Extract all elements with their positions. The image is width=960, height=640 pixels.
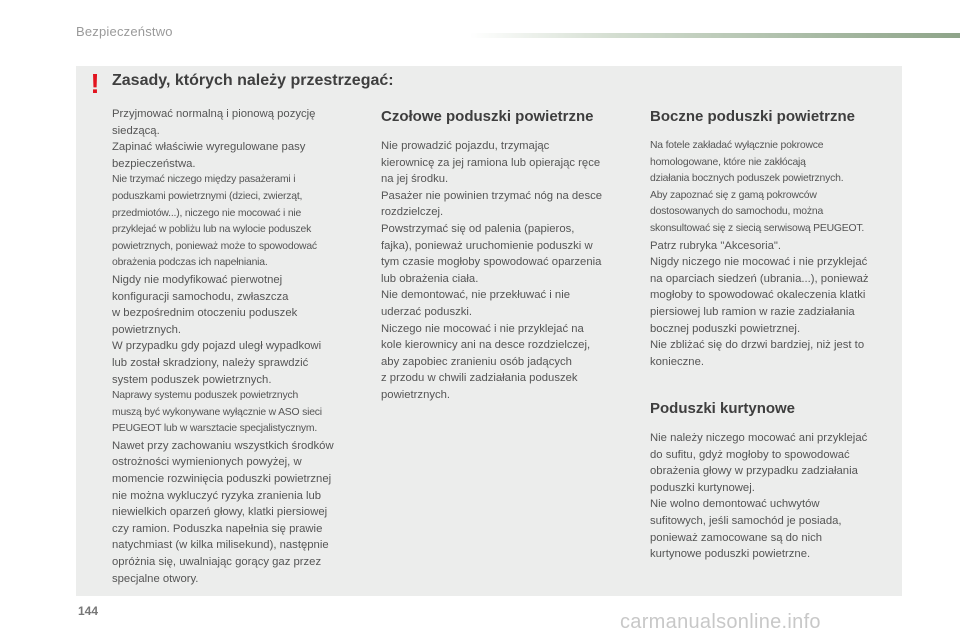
panel-title: Zasady, których należy przestrzegać: [112, 72, 394, 89]
text-line: z przodu w chwili zadziałania poduszek [381, 372, 578, 385]
text-line: Nie trzymać niczego między pasażerami i [112, 174, 296, 186]
text-line: Nie zbliżać się do drzwi bardziej, niż jest to [650, 339, 865, 352]
text-line: opróżnia się, uwalniając gorący gaz przez [112, 556, 322, 569]
side-airbags-column [650, 108, 898, 370]
text-line: obrażenia głowy w przypadku zadziałania [650, 465, 858, 478]
text-line: tym czasie mogłoby spowodować oparzenia [381, 256, 602, 269]
text-line: sufitowych, jeśli samochód je posiada, [650, 514, 842, 527]
text-line: poduszki kurtynowej. [650, 481, 755, 494]
text-line: lub został skradziony, należy sprawdzić [112, 356, 309, 369]
text-line: dostosowanych do samochodu, można [650, 206, 824, 218]
text-line: kole kierownicy ani na desce rozdzielczej, [381, 339, 591, 352]
header-decorative-bar [470, 33, 960, 38]
text-line: w bezpośrednim otoczeniu poduszek [112, 307, 298, 320]
text-line: ponieważ zamocowane są do nich [650, 531, 823, 544]
text-line: Nie wolno demontować uchwytów [650, 498, 820, 511]
text-line: przyklejać w pobliżu lub na wylocie poduszek [112, 224, 312, 236]
text-line: konieczne. [650, 355, 705, 368]
text-line: Nawet przy zachowaniu wszystkich środków [112, 439, 334, 452]
text-line: bocznej poduszki powietrznej. [650, 322, 801, 335]
text-line: system poduszek powietrznych. [112, 373, 272, 386]
text-line: powietrznych. [381, 388, 451, 401]
text-line: kurtynowe poduszki powietrzne. [650, 548, 811, 561]
text-line: lub obrażenia ciała. [381, 272, 479, 285]
text-line: nie można wykluczyć ryzyka zranienia lub [112, 489, 322, 502]
text-line: niewielkich oparzeń głowy, klatki piersiowej [112, 506, 328, 519]
text-line: natychmiast (w kilka milisekund), następnie [112, 539, 329, 552]
text-line: powietrznych, ponieważ może to spowodować [112, 240, 317, 252]
text-line: poduszkami powietrznymi (dzieci, zwierząt, [112, 190, 303, 202]
text-line: na oparciach siedzeń (ubrania...), ponieważ [650, 272, 869, 285]
text-line: Patrz rubryka "Akcesoria". [650, 239, 782, 252]
text-line: Przyjmować normalną i pionową pozycję [112, 108, 316, 120]
text-line: rozdzielczej. [381, 206, 444, 219]
watermark: carmanualsonline.info [620, 611, 821, 633]
text-line: Pasażer nie powinien trzymać nóg na desce [381, 189, 603, 202]
text-line: Zapinać właściwie wyregulowane pasy [112, 141, 306, 154]
text-line: Nie należy niczego mocować ani przyklejać [650, 432, 868, 444]
text-line: momencie rozwinięcia poduszki powietrznej [112, 473, 332, 486]
text-line: na jej środku. [381, 173, 449, 186]
general-rules-column [112, 106, 360, 587]
page-number: 144 [78, 604, 99, 618]
text-line: piersiowej lub ramion w razie zadziałania [650, 305, 855, 318]
text-line: ostrożności wymienionych powyżej, w [112, 456, 302, 469]
front-airbags-heading: Czołowe poduszki powietrzne [381, 108, 594, 125]
text-line: mogłoby to spowodować okaleczenia klatki [650, 289, 866, 302]
warning-exclamation-icon: ! [90, 68, 100, 99]
text-line: do sufitu, gdyż mogłoby to spowodować [650, 448, 850, 461]
text-line: muszą być wykonywane wyłącznie w ASO sieci [112, 406, 322, 418]
curtain-airbags-column [650, 400, 898, 563]
section-title: Bezpieczeństwo [76, 24, 173, 39]
text-line: siedzącą. [112, 124, 160, 137]
text-line: homologowane, które nie zakłócają [650, 156, 806, 168]
text-line: specjalne otwory. [112, 572, 199, 585]
text-line: PEUGEOT lub w warsztacie specjalistycznym. [112, 423, 318, 435]
text-line: Aby zapoznać się z gamą pokrowców [650, 189, 817, 201]
text-line: Niczego nie mocować i nie przyklejać na [381, 322, 584, 335]
text-line: Nie demontować, nie przekłuwać i nie [381, 289, 571, 302]
text-line: Nigdy nie modyfikować pierwotnej [112, 273, 283, 286]
text-line: fajka), ponieważ uruchomienie poduszki w [381, 239, 593, 252]
text-line: W przypadku gdy pojazd uległ wypadkowi [112, 340, 322, 353]
text-line: bezpieczeństwa. [112, 157, 196, 170]
text-line: działania bocznych poduszek powietrznych. [650, 173, 844, 185]
text-line: Powstrzymać się od palenia (papieros, [381, 222, 575, 235]
curtain-airbags-heading: Poduszki kurtynowe [650, 400, 796, 417]
text-line: aby zapobiec zranieniu osób jadących [381, 355, 572, 368]
side-airbags-heading: Boczne poduszki powietrzne [650, 108, 856, 125]
text-line: Nigdy niczego nie mocować i nie przyklejać [650, 256, 868, 269]
text-line: Na fotele zakładać wyłącznie pokrowce [650, 140, 824, 151]
text-line: uderzać poduszki. [381, 305, 473, 318]
text-line: Nie prowadzić pojazdu, trzymając [381, 140, 550, 152]
text-line: obrażenia podczas ich napełniania. [112, 257, 268, 269]
text-line: skonsultować się z siecią serwisową PEUGEOT. [650, 222, 865, 234]
text-line: czy ramion. Poduszka napełnia się prawie [112, 522, 323, 535]
front-airbags-column [381, 108, 631, 404]
text-line: Naprawy systemu poduszek powietrznych [112, 390, 299, 402]
text-line: przedmiotów...), niczego nie mocować i nie [112, 207, 302, 219]
text-line: powietrznych. [112, 323, 182, 336]
text-line: kierownicę za jej ramiona lub opierając ręce [381, 156, 601, 169]
text-line: konfiguracji samochodu, zwłaszcza [112, 290, 289, 303]
